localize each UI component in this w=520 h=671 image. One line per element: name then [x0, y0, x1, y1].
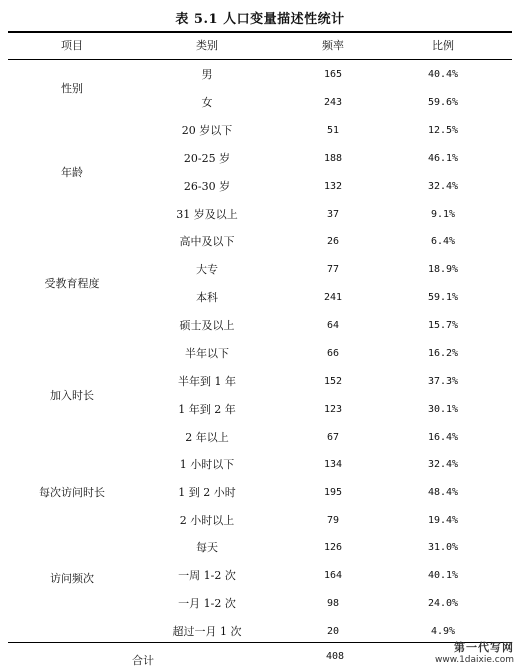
row-frequency: 132: [323, 181, 343, 192]
row-category: 每天: [196, 541, 218, 554]
row-frequency: 66: [326, 348, 340, 359]
row-category: 一周 1-2 次: [178, 569, 236, 582]
top-rule: [8, 31, 512, 33]
row-frequency: 20: [326, 626, 340, 637]
row-frequency: 188: [323, 153, 343, 164]
row-category: 26-30 岁: [183, 180, 231, 193]
row-proportion: 46.1%: [427, 153, 459, 164]
row-category: 20-25 岁: [183, 152, 231, 165]
row-frequency: 152: [323, 376, 343, 387]
table-title: 表 5.1 人口变量描述性统计: [175, 12, 345, 27]
row-category: 硕士及以上: [179, 319, 235, 332]
watermark: [418, 639, 514, 669]
row-frequency: 241: [323, 292, 343, 303]
row-proportion: 59.6%: [427, 97, 459, 108]
row-proportion: 37.3%: [427, 376, 459, 387]
watermark-url: www.1daixie.com: [434, 655, 514, 665]
row-frequency: 77: [326, 264, 340, 275]
row-proportion: 4.9%: [430, 626, 456, 637]
row-frequency: 67: [326, 432, 340, 443]
row-proportion: 18.9%: [427, 264, 459, 275]
row-proportion: 40.1%: [427, 570, 459, 581]
header-proportion: 比例: [432, 39, 454, 52]
row-proportion: 9.1%: [430, 209, 456, 220]
row-proportion: 24.0%: [427, 598, 459, 609]
header-item: 项目: [61, 39, 83, 52]
group-label: 访问频次: [50, 572, 94, 585]
row-frequency: 123: [323, 404, 343, 415]
row-proportion: 59.1%: [427, 292, 459, 303]
row-frequency: 26: [326, 236, 340, 247]
row-category: 一月 1-2 次: [178, 597, 236, 610]
total-frequency: 408: [325, 651, 345, 662]
row-category: 大专: [196, 263, 218, 276]
row-proportion: 16.2%: [427, 348, 459, 359]
row-frequency: 37: [326, 209, 340, 220]
row-frequency: 64: [326, 320, 340, 331]
row-proportion: 32.4%: [427, 459, 459, 470]
row-category: 半年到 1 年: [178, 375, 236, 388]
row-category: 男: [201, 68, 213, 81]
row-category: 半年以下: [185, 347, 229, 360]
group-label: 加入时长: [50, 389, 94, 402]
row-frequency: 134: [323, 459, 343, 470]
row-category: 1 小时以下: [179, 458, 235, 471]
row-proportion: 48.4%: [427, 487, 459, 498]
group-label: 年龄: [61, 166, 83, 179]
row-category: 31 岁及以上: [176, 208, 238, 221]
row-proportion: 40.4%: [427, 69, 459, 80]
row-proportion: 31.0%: [427, 542, 459, 553]
row-frequency: 243: [323, 97, 343, 108]
row-category: 本科: [196, 291, 218, 304]
row-category: 高中及以下: [179, 235, 235, 248]
header-category: 类别: [196, 39, 218, 52]
row-proportion: 6.4%: [430, 236, 456, 247]
watermark-title: 第一代写网: [454, 641, 514, 654]
group-label: 受教育程度: [44, 277, 100, 290]
row-frequency: 126: [323, 542, 343, 553]
group-label: 每次访问时长: [39, 486, 105, 499]
row-category: 1 年到 2 年: [178, 403, 236, 416]
row-frequency: 164: [323, 570, 343, 581]
row-category: 1 到 2 小时: [178, 486, 236, 499]
row-proportion: 19.4%: [427, 515, 459, 526]
row-proportion: 32.4%: [427, 181, 459, 192]
row-frequency: 165: [323, 69, 343, 80]
row-proportion: 16.4%: [427, 432, 459, 443]
row-frequency: 79: [326, 515, 340, 526]
row-category: 20 岁以下: [181, 124, 233, 137]
row-proportion: 30.1%: [427, 404, 459, 415]
row-category: 2 小时以上: [179, 514, 235, 527]
total-label: 合计: [132, 654, 154, 667]
row-frequency: 195: [323, 487, 343, 498]
row-frequency: 98: [326, 598, 340, 609]
header-frequency: 频率: [322, 39, 344, 52]
row-category: 2 年以上: [185, 431, 229, 444]
row-proportion: 15.7%: [427, 320, 459, 331]
group-label: 性别: [61, 82, 83, 95]
row-category: 女: [201, 96, 213, 109]
row-frequency: 51: [326, 125, 340, 136]
header-rule: [8, 59, 512, 60]
row-category: 超过一月 1 次: [172, 625, 242, 638]
row-proportion: 12.5%: [427, 125, 459, 136]
